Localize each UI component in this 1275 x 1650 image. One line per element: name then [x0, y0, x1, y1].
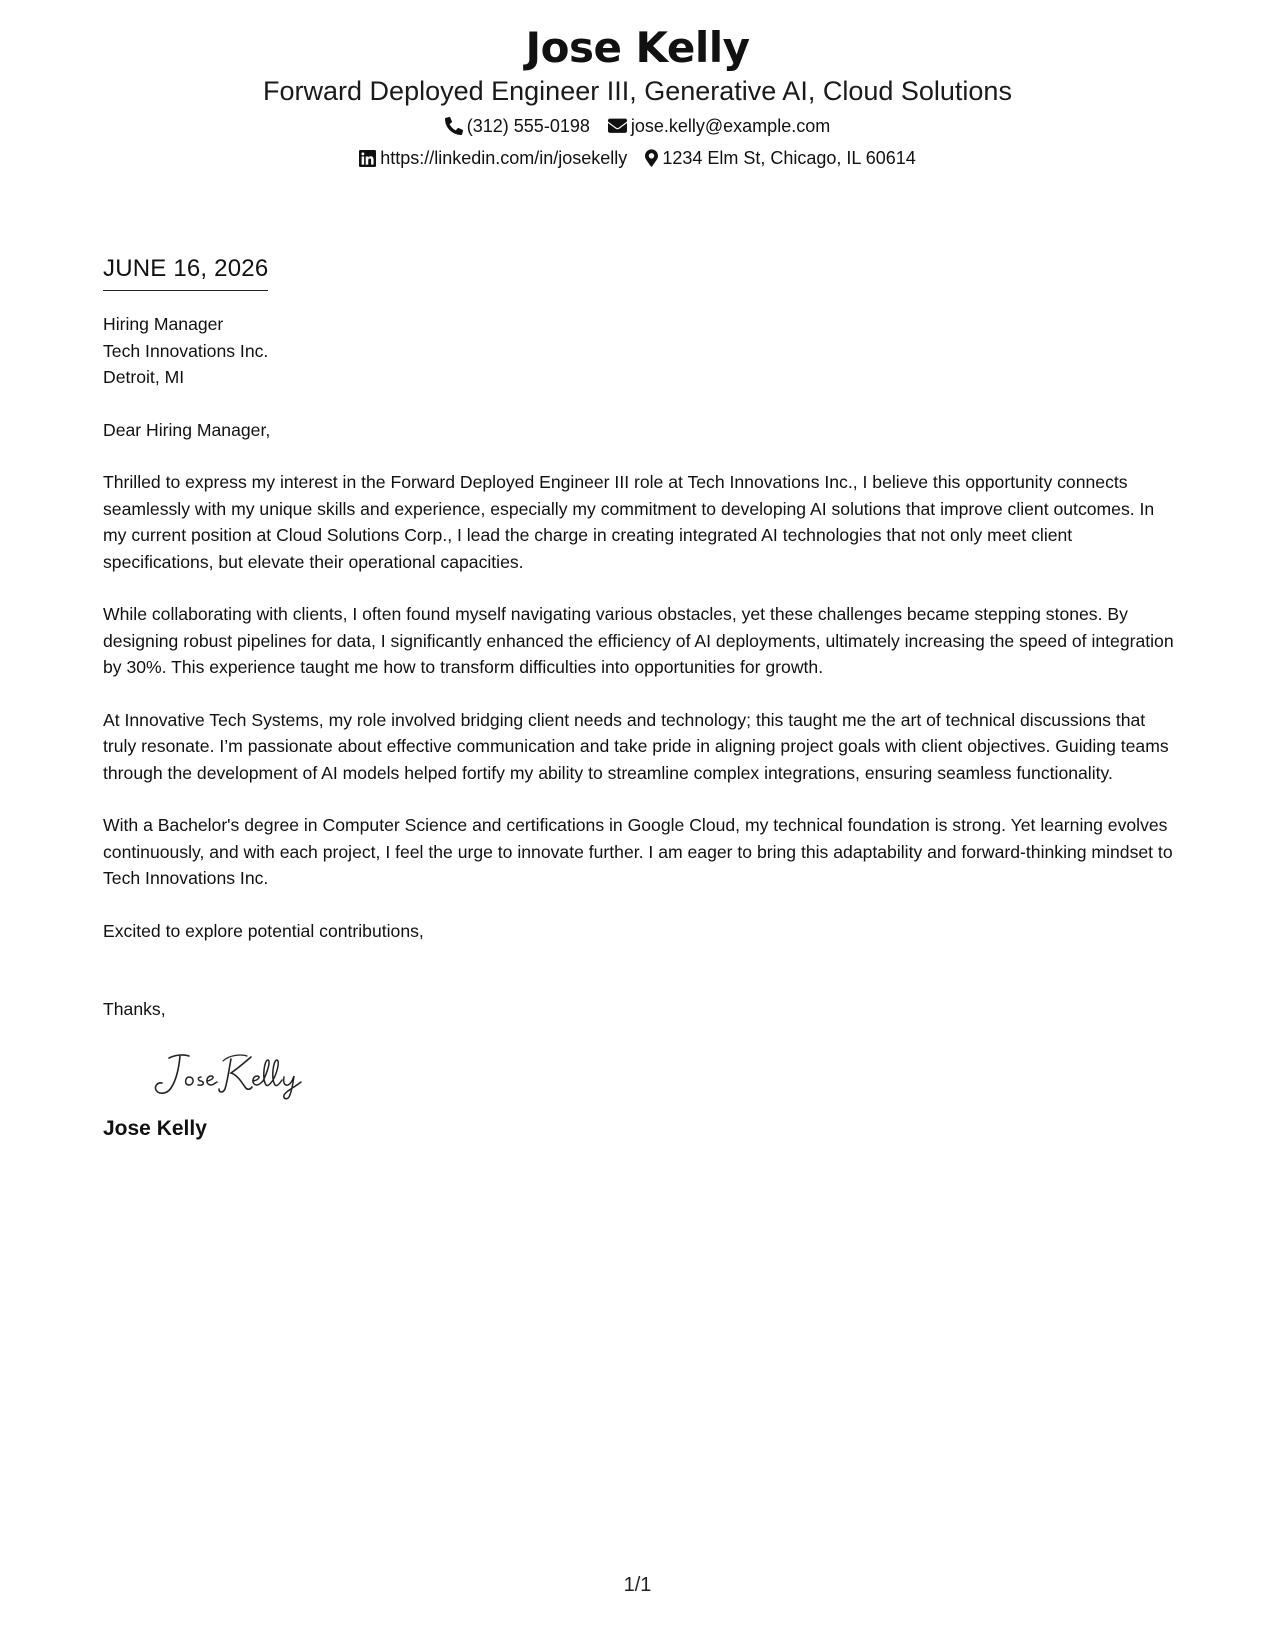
contact-email[interactable]: [608, 114, 830, 138]
paragraph-text: With a Bachelor's degree in Computer Science and certifications in Google Cloud, my technical foundation is strong. Yet learning evolves continuously, and with each project, I feel the urge to innovate further. I am eager to bring this adaptability and forward-thinking mindset to Tech Innovations Inc.: [103, 815, 1173, 888]
contact-linkedin[interactable]: [359, 146, 627, 170]
phone-icon: [445, 117, 463, 135]
recipient-location: Detroit, MI: [103, 367, 185, 387]
signature-drawing: [149, 1049, 319, 1101]
signer-name: Jose Kelly: [103, 1116, 207, 1140]
letter-date: JUNE 16, 2026: [103, 254, 268, 291]
contact-phone[interactable]: [445, 114, 590, 138]
map-marker-icon: [645, 149, 658, 167]
paragraph-text: At Innovative Tech Systems, my role involved bridging client needs and technology; this taught me the art of technical discussions that truly resonate. I’m passionate about effective communication and take pride in aligning project goals with client objectives. Guiding teams through the development of AI models helped fortify my ability to streamline complex integrations, ensuring seamless functionality.: [103, 709, 1169, 783]
body-paragraph-1: [103, 469, 1178, 575]
linkedin-icon: [359, 150, 376, 167]
body-paragraph-2: [103, 601, 1178, 681]
paragraph-text: Thrilled to express my interest in the Forward Deployed Engineer III role at Tech Innovations Inc., I believe this opportunity connects seamlessly with my unique skills and experience, especially my commitment to developing AI solutions that improve client outcomes. In my current position at Cloud Solutions Corp., I lead the charge in creating integrated AI technologies that not only meet client specifications, but elevate their operational capacities.: [103, 472, 1155, 572]
envelope-icon: [608, 118, 627, 134]
phone-number: (312) 555-0198: [466, 116, 590, 136]
handwritten-signature: [149, 1049, 1178, 1101]
letter-body: [103, 254, 1178, 1143]
email-address: jose.kelly@example.com: [630, 116, 831, 136]
street-address: 1234 Elm St, Chicago, IL 60614: [662, 148, 916, 168]
body-paragraph-3: [103, 707, 1178, 787]
recipient-title: Hiring Manager: [103, 314, 224, 334]
body-paragraph-4: [103, 812, 1178, 892]
page-number: 1/1: [623, 1574, 652, 1596]
contact-row-secondary: [0, 146, 1275, 170]
letter-header: [0, 22, 1275, 170]
linkedin-url: https://linkedin.com/in/josekelly: [380, 148, 628, 168]
salutation: Dear Hiring Manager,: [103, 419, 271, 440]
job-title: Forward Deployed Engineer III, Generative AI, Cloud Solutions: [263, 76, 1012, 106]
applicant-name: Jose Kelly: [525, 23, 750, 72]
contact-address: [645, 146, 916, 170]
sign-off: Thanks,: [103, 999, 166, 1019]
closing-line: Excited to explore potential contributions,: [103, 920, 424, 941]
recipient-company: Tech Innovations Inc.: [103, 340, 269, 361]
contact-row-primary: [0, 114, 1275, 138]
recipient-block: [103, 311, 1178, 391]
paragraph-text: While collaborating with clients, I often found myself navigating various obstacles, yet these challenges became stepping stones. By designing robust pipelines for data, I significantly enhanced the efficiency of AI deployments, ultimately increasing the speed of integration by 30%. This experience taught me how to transform difficulties into opportunities for growth.: [103, 604, 1174, 677]
